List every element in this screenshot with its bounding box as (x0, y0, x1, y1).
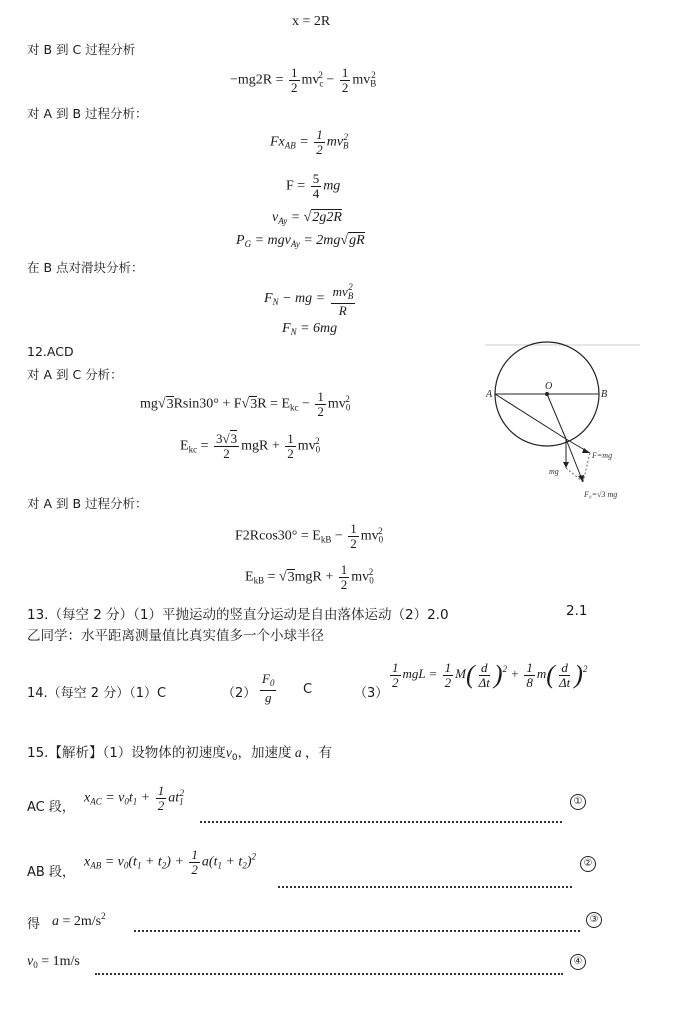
leader-dots-4 (95, 967, 563, 975)
eq-energy-bc: −mg2R = $\frac{1}{2}$ $mv_c^2$ − $\frac{1}{2}$ $mv_B^2$ (230, 65, 377, 95)
eq-energy-ab: $F2Rcos30^\circ = E_{kB}$ − $\frac{1}{2}$ $mv_0^2$ (235, 521, 384, 551)
marker-2: ② (580, 856, 596, 872)
leader-dots-1 (200, 815, 562, 823)
text-ab-analysis-2: 对 A 到 B 过程分析： (27, 496, 148, 511)
label-f0: F₀=√3 mg (584, 490, 618, 499)
eq-ab-displacement: $x_{AB} = v_0(t_1 + t_2)$ + $\frac{1}{2}$ $a(t_1 + t_2)^2$ (84, 847, 256, 877)
eq-ac-displacement: $x_{AC} = v_0t_1$ + $\frac{1}{2}$ $at_1^2$ (84, 783, 185, 813)
eq-normal-force: $F_N$ − mg = $\frac{mv_B^2}{R}$ (264, 282, 354, 318)
leader-dots-3 (134, 924, 580, 932)
label-f: F=mg (592, 451, 613, 460)
eq-acceleration: $a = 2m/s^2$ (52, 911, 106, 929)
text-q14-part3: （3） (354, 686, 389, 701)
text-q15-end: ，有 (305, 745, 333, 761)
leader-dots-2 (278, 880, 572, 888)
label-mg: mg (549, 467, 559, 476)
text-q13-value2: 2.1 (566, 603, 588, 619)
text-q14-c: C (303, 682, 313, 697)
text-ab-seg: AB 段， (27, 865, 75, 880)
text-b-point: 在 B 点对滑块分析： (27, 260, 144, 275)
eq-q14-f0-over-g: $\frac{F_0}{g}$ (262, 671, 275, 705)
text-ab-analysis: 对 A 到 B 过程分析： (27, 106, 148, 121)
eq-power: $P_G = mgv_{Ay} = 2mg√gR$ (236, 233, 365, 249)
text-q13-line1: 13.（每空 2 分）（1）平抛运动的竖直分运动是自由落体运动（2）2.0 (27, 607, 449, 623)
text-bc-analysis: 对 B 到 C 过程分析 (27, 42, 136, 57)
text-q15-line1: 15.【解析】（1）设物体的初速度$v_0$，加速度 a ，有 (27, 745, 333, 763)
text-q15-mid: ，加速度 (237, 745, 292, 761)
text-q12: 12.ACD (27, 344, 74, 359)
marker-1: ① (570, 794, 586, 810)
eq-ekb: $E_{kB} = √3mgR$ + $\frac{1}{2}$ $mv_0^2$ (245, 562, 374, 592)
eq-energy-ac: $mg√3Rsin30^\circ + F√3R = E_{kc}$ − $\frac{1}{2}$ $mv_0^2$ (140, 389, 351, 419)
resultant-arrow (566, 439, 583, 482)
eq-force-f: F = $\frac{5}{4}$ mg (286, 171, 341, 201)
eq-vay: $v_{Ay} = √2g2R$ (272, 210, 342, 226)
chord-ac (495, 394, 566, 439)
text-q14-prefix: 14.（每空 2 分）（1）C (27, 686, 167, 701)
marker-3: ③ (586, 912, 602, 928)
marker-4: ④ (570, 954, 586, 970)
text-ac-analysis: 对 A 到 C 分析： (27, 367, 123, 382)
label-a: A (486, 389, 493, 400)
text-q13-line2: 乙同学：水平距离测量值比真实值多一个小球半径 (27, 628, 324, 644)
eq-x-2r: x = 2R (292, 14, 331, 29)
eq-work-ab: $Fx_{AB}$ = $\frac{1}{2}$ $mv_B^2$ (270, 127, 349, 157)
label-o: O (545, 381, 553, 392)
radius-oc (547, 394, 566, 439)
text-ac-seg: AC 段， (27, 800, 75, 815)
circle-diagram (480, 340, 645, 505)
eq-fn-6mg: $F_N = 6mg$ (282, 321, 338, 337)
eq-initial-velocity: $v_0 = 1m/s$ (27, 954, 80, 970)
label-b: B (601, 389, 608, 400)
eq-q14-energy: $\frac{1}{2}$ mgL = $\frac{1}{2}$ M( $\frac{d}{\Delta t}$ )$^2$ + $\frac{1}{8}$ m( $\frac{d}{\Delta t}$ )$^2$ (392, 659, 588, 690)
text-de: 得 (27, 917, 41, 932)
text-q15-intro: 15.【解析】（1）设物体的初速度 (27, 745, 226, 761)
text-q14-part2: （2） (222, 686, 257, 701)
eq-ekc: $E_{kc}$ = $\frac{3√3}{2}$ mgR + $\frac{1}{2}$ $mv_0^2$ (180, 431, 321, 461)
